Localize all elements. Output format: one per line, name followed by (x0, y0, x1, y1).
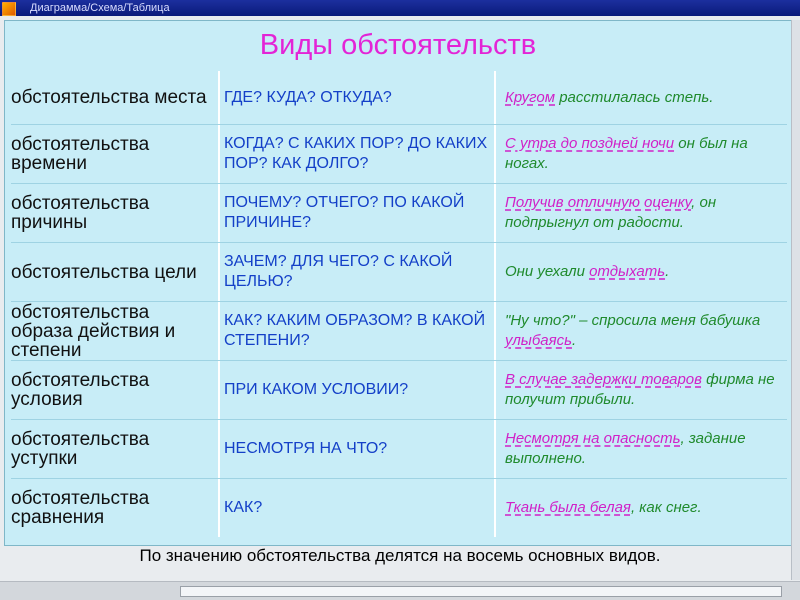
table-row (11, 301, 787, 360)
circumstance-type: обстоятельства цели (11, 261, 197, 283)
circumstances-table (11, 71, 787, 537)
circumstance-type: обстоятельства уступки (11, 429, 150, 469)
example-text: , как снег. (630, 499, 702, 516)
example-text: . (572, 332, 577, 349)
example-text: "Ну что?" – спросила меня бабушка (505, 312, 761, 329)
table-row (11, 360, 787, 419)
table-row (11, 124, 787, 183)
page-title: Виды обстоятельств (259, 29, 537, 61)
window-titlebar (0, 0, 800, 16)
circumstance-type: обстоятельства места (11, 87, 207, 108)
circumstance-type: обстоятельства условия (11, 370, 150, 410)
circumstance-questions: КАК? (218, 479, 496, 537)
circumstance-type: обстоятельства времени (11, 134, 150, 174)
circumstance-questions: НЕСМОТРЯ НА ЧТО? (218, 420, 496, 478)
example-sentence (501, 125, 789, 183)
highlighted-circumstance: Несмотря на опасность (505, 430, 681, 447)
example-sentence (501, 420, 789, 478)
table-row (11, 242, 787, 301)
highlighted-circumstance: улыбаясь (505, 332, 573, 349)
content-panel (4, 20, 792, 546)
circumstance-questions: КАК? КАКИМ ОБРАЗОМ? В КАКОЙ СТЕПЕНИ? (218, 302, 496, 360)
example-text: Они уехали (505, 263, 590, 280)
highlighted-circumstance: С утра до поздней ночи (505, 135, 675, 152)
table-row (11, 478, 787, 537)
table-row (11, 419, 787, 478)
highlighted-circumstance: Кругом (505, 88, 556, 106)
example-text: он был на ногах. (505, 135, 748, 172)
circumstance-questions: КОГДА? С КАКИХ ПОР? ДО КАКИХ ПОР? КАК ДОЛГО? (218, 125, 496, 183)
example-sentence (501, 184, 789, 242)
circumstance-type: обстоятельства причины (11, 193, 150, 233)
circumstance-questions: ЗАЧЕМ? ДЛЯ ЧЕГО? С КАКОЙ ЦЕЛЬЮ? (218, 243, 496, 301)
example-sentence (501, 479, 789, 537)
example-text: фирма не получит прибыли. (505, 371, 775, 408)
example-sentence (501, 361, 789, 419)
circumstance-type: обстоятельства сравнения (11, 488, 150, 528)
table-row (11, 71, 787, 124)
highlighted-circumstance: отдыхать (589, 263, 666, 280)
circumstance-type: обстоятельства образа действия и степени (11, 301, 176, 361)
circumstance-questions: ПРИ КАКОМ УСЛОВИИ? (218, 361, 496, 419)
vertical-scrollbar[interactable] (791, 20, 800, 580)
horizontal-scrollbar[interactable] (0, 581, 800, 600)
example-text: . (665, 263, 670, 280)
circumstance-questions: ГДЕ? КУДА? ОТКУДА? (218, 71, 496, 124)
highlighted-circumstance: Получив отличную оценку (505, 194, 692, 211)
example-text: расстилалась степь. (555, 88, 714, 106)
highlighted-circumstance: Ткань была белая (505, 499, 631, 516)
scrollbar-thumb[interactable] (180, 586, 782, 597)
footer-note: По значению обстоятельства делятся на восемь основных видов. (139, 546, 661, 565)
highlighted-circumstance: В случае задержки товаров (505, 371, 702, 388)
app-icon (2, 2, 16, 16)
circumstance-questions: ПОЧЕМУ? ОТЧЕГО? ПО КАКОЙ ПРИЧИНЕ? (218, 184, 496, 242)
example-text: , задание выполнено. (505, 430, 746, 467)
example-sentence (501, 71, 789, 124)
example-text: , он подпрыгнул от радости. (505, 194, 717, 231)
example-sentence (501, 243, 789, 301)
example-sentence (501, 302, 789, 360)
window-title: Диаграмма/Схема/Таблица (30, 2, 170, 14)
table-row (11, 183, 787, 242)
